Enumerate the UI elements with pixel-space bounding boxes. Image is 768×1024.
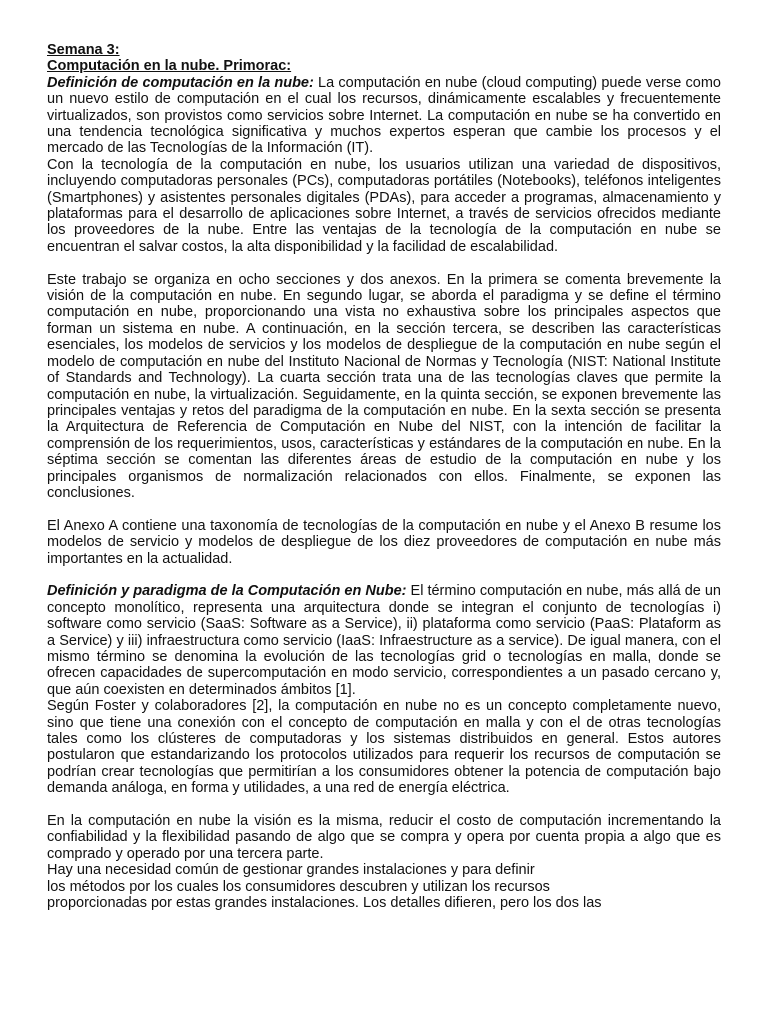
paragraph-foster: Según Foster y colaboradores [2], la computación en nube no es un concepto completamente nuevo, sino que tiene una conexión con el concepto de computación en malla y con el de otras tecnologías tales como los clústeres de computadoras y los sistemas distribuidos en general. Estos autores postularon que estandarizando los protocolos utilizados para requerir los recursos de computación se podrían crear tecnologías que permitirían a los consumidores obtener la potencia de computación bajo demanda análoga, en forma y utilidades, a una red de energía eléctrica. (47, 698, 721, 797)
paragraph-need-line-3: proporcionadas por estas grandes instalaciones. Los detalles difieren, pero los dos las (47, 895, 602, 912)
definition-body: La computación en nube (cloud computing) puede verse como un nuevo estilo de computación en el cual los recursos, dinámicamente escalables y frecuentemente virtualizados, son provistos como servicios sobre Internet. La computación en nube se ha convertido en una tendencia tecnológica significativa y muchos expertos esperan que cambie los procesos y el mercado de las Tecnologías de la Información (IT). (47, 74, 721, 157)
paragraph-need-line-1: Hay una necesidad común de gestionar grandes instalaciones y para definir (47, 862, 535, 879)
paragraph-annexes: El Anexo A contiene una taxonomía de tecnologías de la computación en nube y el Anexo B resume los modelos de servicio y modelos de despliegue de los diez proveedores de computación en nube más importantes en la actualidad. (47, 517, 721, 567)
document-page (47, 42, 721, 911)
title-heading: Computación en la nube. Primorac: (47, 58, 292, 75)
definition-lead: Definición de computación en la nube: (47, 74, 314, 91)
paragraph-organization: Este trabajo se organiza en ocho secciones y dos anexos. En la primera se comenta brevemente la visión de la computación en nube. En segundo lugar, se aborda el paradigma y se define el término computación en nube, proporcionando una vista no exhaustiva sobre los principales aspectos que forman un sistema en nube. A continuación, en la sección tercera, se describen las características esenciales, los modelos de servicios y los modelos de despliegue de la computación en nube según el modelo de computación en nube del Instituto Nacional de Normas y Tecnología (NIST: National Institute of Standards and Technology). La cuarta sección trata una de las tecnologías claves que permite la computación en nube, la virtualización. Seguidamente, en la quinta sección, se exponen brevemente las principales ventajas y retos del paradigma de la computación en nube. En la sexta sección se presenta la Arquitectura de Referencia de Computación en Nube del NIST, con la intención de facilitar la comprensión de los requerimientos, usos, características y estándares de la computación en nube. En la séptima sección se comentan las diferentes áreas de estudio de la computación en nube y los principales organismos de normalización relacionados con ellos. Finalmente, se exponen las conclusiones. (47, 271, 721, 501)
paragraph-vision: En la computación en nube la visión es la misma, reducir el costo de computación incrementando la confiabilidad y la flexibilidad pasando de algo que se compra y opera por cuenta propia a algo que es comprado y operado por una tercera parte. (47, 813, 721, 862)
paragraph-need-line-2: los métodos por los cuales los consumidores descubren y utilizan los recursos (47, 878, 550, 895)
paragraph-definition (47, 75, 721, 157)
paradigm-body: El término computación en nube, más allá de un concepto monolítico, representa una arquitectura donde se integran el conjunto de tecnologías i) software como servicio (SaaS: Software as a Service), ii) plataforma como servicio (PaaS: Plataform as a Service) y iii) infraestructura como servicio (IaaS: Infraestructure as a service). De igual manera, con el mismo término se denomina la evolución de las tecnologías grid o tecnologías en malla, donde se ofrecen capacidades de supercomputación en modo servicio, correspondientes a un pasado cercano y, que aún coexisten en determinados ámbitos [1]. (47, 583, 721, 698)
paragraph-paradigm (47, 583, 721, 698)
paradigm-lead: Definición y paradigma de la Computación en Nube: (47, 583, 407, 600)
paragraph-technology: Con la tecnología de la computación en nube, los usuarios utilizan una variedad de dispositivos, incluyendo computadoras personales (PCs), computadoras portátiles (Notebooks), teléfonos inteligentes (Smartphones) y asistentes personales digitales (PDAs), para acceder a programas, almacenamiento y plataformas para el desarrollo de aplicaciones sobre Internet, a través de servicios ofrecidos mediante los proveedores de la nube. Entre las ventajas de la tecnología de la computación en nube se encuentran el salvar costos, la alta disponibilidad y la facilidad de escalabilidad. (47, 156, 721, 255)
week-heading: Semana 3: (47, 42, 120, 58)
